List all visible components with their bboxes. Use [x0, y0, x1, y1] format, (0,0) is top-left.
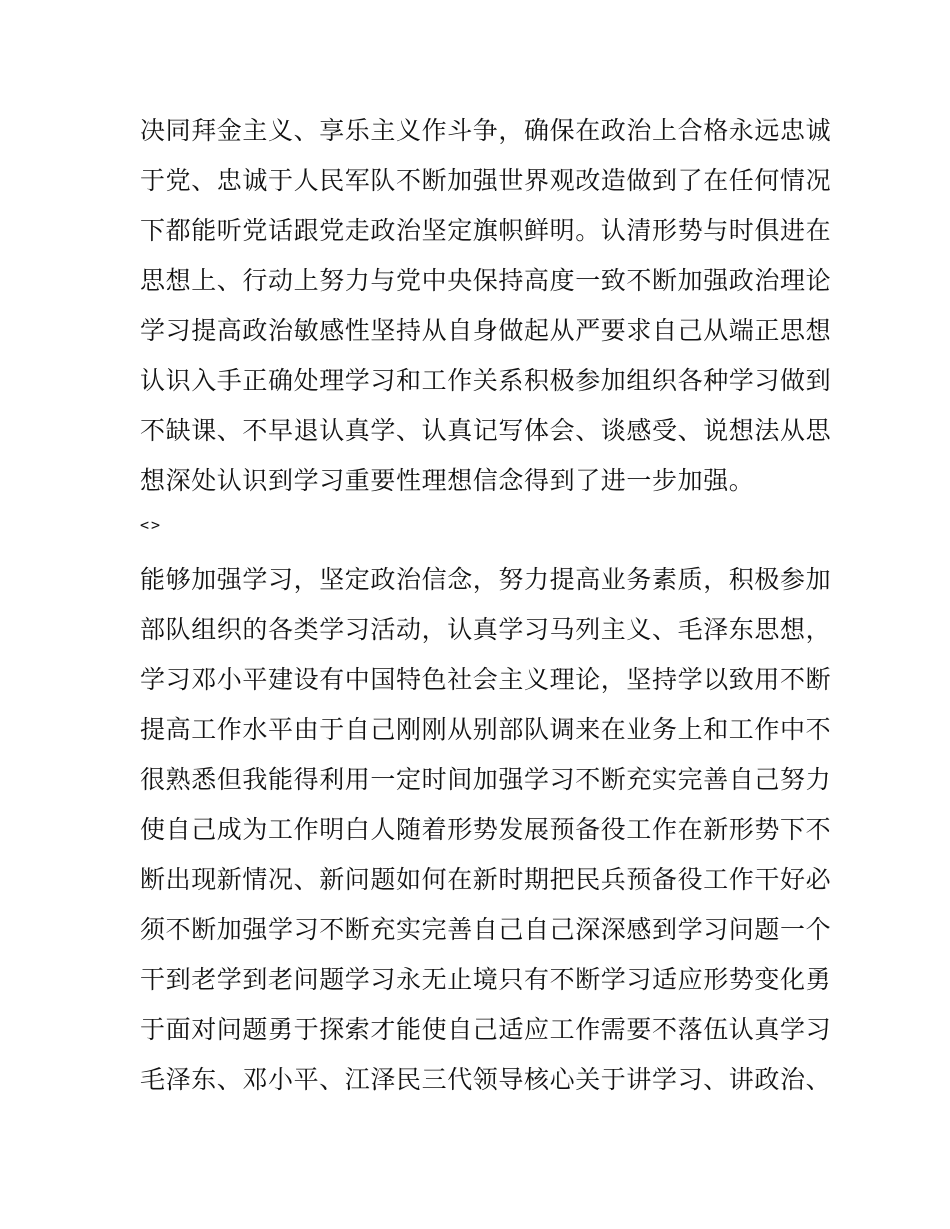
section-separator: <> [140, 516, 163, 534]
paragraph-1-line: 决同拜金主义、享乐主义作斗争，确保在政治上合格永远忠诚 [140, 116, 832, 145]
paragraph-2 [140, 555, 832, 1105]
paragraph-1 [140, 106, 832, 506]
paragraph-2-line: 能够加强学习，坚定政治信念，努力提高业务素质，积极参加 [140, 565, 832, 594]
paragraph-2-line: 须不断加强学习不断充实完善自己自己深深感到学习问题一个 [140, 915, 832, 944]
paragraph-2-line: 毛泽东、邓小平、江泽民三代领导核心关于讲学习、讲政治、 [140, 1065, 832, 1094]
paragraph-2-line: 部队组织的各类学习活动，认真学习马列主义、毛泽东思想， [140, 615, 832, 644]
paragraph-1-line: 于党、忠诚于人民军队不断加强世界观改造做到了在任何情况 [140, 166, 832, 195]
paragraph-1-line: 认识入手正确处理学习和工作关系积极参加组织各种学习做到 [140, 366, 832, 395]
paragraph-1-line: 下都能听党话跟党走政治坚定旗帜鲜明。认清形势与时俱进在 [140, 216, 832, 245]
paragraph-2-line: 使自己成为工作明白人随着形势发展预备役工作在新形势下不 [140, 815, 832, 844]
paragraph-2-line: 断出现新情况、新问题如何在新时期把民兵预备役工作干好必 [140, 865, 832, 894]
paragraph-1-line: 思想上、行动上努力与党中央保持高度一致不断加强政治理论 [140, 266, 832, 295]
paragraph-2-line: 学习邓小平建设有中国特色社会主义理论，坚持学以致用不断 [140, 665, 832, 694]
paragraph-2-line: 干到老学到老问题学习永无止境只有不断学习适应形势变化勇 [140, 965, 832, 994]
paragraph-2-line: 很熟悉但我能得利用一定时间加强学习不断充实完善自己努力 [140, 765, 832, 794]
paragraph-1-line: 学习提高政治敏感性坚持从自身做起从严要求自己从端正思想 [140, 316, 832, 345]
paragraph-1-line: 不缺课、不早退认真学、认真记写体会、谈感受、说想法从思 [140, 416, 832, 445]
paragraph-2-line: 提高工作水平由于自己刚刚从别部队调来在业务上和工作中不 [140, 715, 832, 744]
paragraph-2-line: 于面对问题勇于探索才能使自己适应工作需要不落伍认真学习 [140, 1015, 832, 1044]
paragraph-1-line: 想深处认识到学习重要性理想信念得到了进一步加强。 [140, 466, 755, 495]
